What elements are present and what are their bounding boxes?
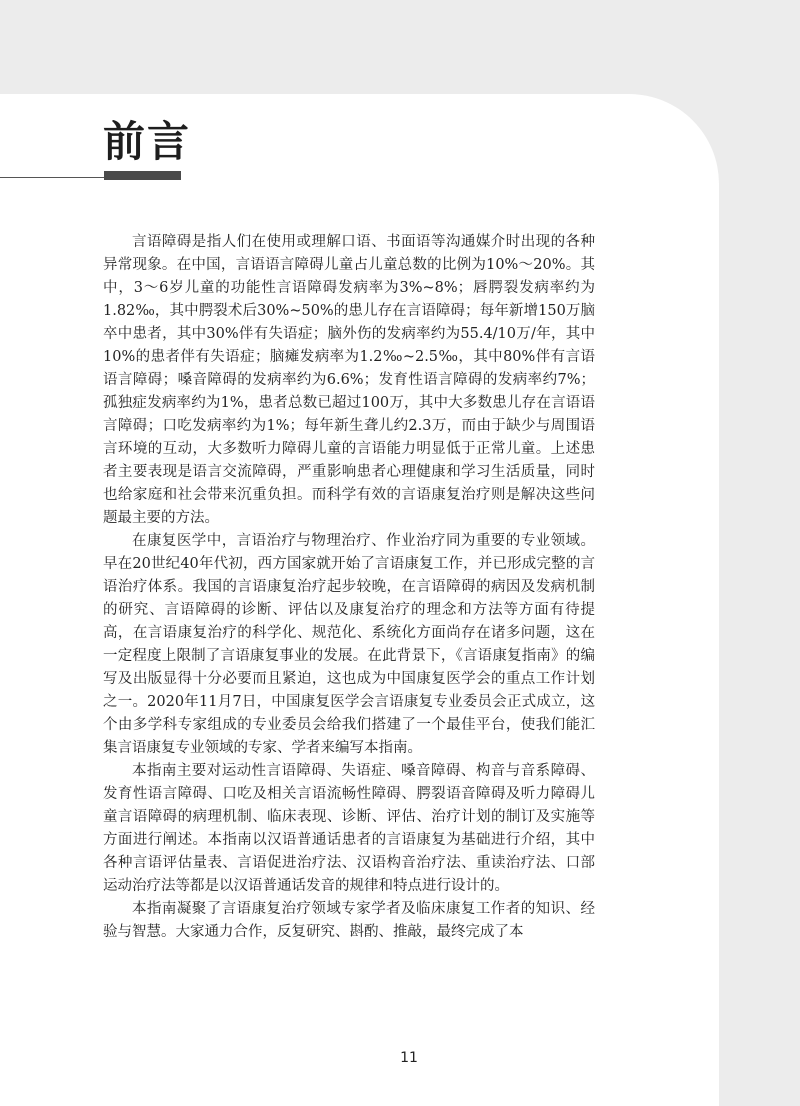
paragraph: 本指南主要对运动性言语障碍、失语症、嗓音障碍、构音与音系障碍、发育性语言障碍、口吃及相关言语流畅性障碍、腭裂语音障碍及听力障碍儿童言语障碍的病理机制、临床表现、诊断、评估、治疗计划的制订及实施等方面进行阐述。本指南以汉语普通话患者的言语康复为基础进行介绍，其中各种言语评估量表、言语促进治疗法、汉语构音治疗法、重读治疗法、口部运动治疗法等都是以汉语普通话发音的规律和特点进行设计的。 bbox=[103, 763, 595, 894]
paragraph: 在康复医学中，言语治疗与物理治疗、作业治疗同为重要的专业领域。早在20世纪40年代初，西方国家就开始了言语康复工作，并已形成完整的言语治疗体系。我国的言语康复治疗起步较晚，在言语障碍的病因及发病机制的研究、言语障碍的诊断、评估以及康复治疗的理念和方法等方面有待提高，在言语康复治疗的科学化、规范化、系统化方面尚存在诸多问题，这在一定程度上限制了言语康复事业的发展。在此背景下，《言语康复指南》的编写及出版显得十分必要而且紧迫，这也成为中国康复医学会的重点工作计划之一。2020年11月7日，中国康复医学会言语康复专业委员会正式成立，这个由多学科专家组成的专业委员会给我们搭建了一个最佳平台，使我们能汇集言语康复专业领域的专家、学者来编写本指南。 bbox=[103, 533, 595, 756]
title-rule bbox=[0, 177, 104, 178]
title-accent-bar bbox=[104, 171, 181, 180]
paragraph: 言语障碍是指人们在使用或理解口语、书面语等沟通媒介时出现的各种异常现象。在中国，言语语言障碍儿童占儿童总数的比例为10%～20%。其中，3～6岁儿童的功能性言语障碍发病率为3%~8%；唇腭裂发病率约为1.82‰，其中腭裂术后30%~50%的患儿存在言语障碍；每年新增150万脑卒中患者，其中30%伴有失语症；脑外伤的发病率约为55.4/10万/年，其中10%的患者伴有失语症；脑瘫发病率为1.2‰~2.5‰，其中80%伴有言语语言障碍；嗓音障碍的发病率约为6.6%；发育性语言障碍的发病率约7%；孤独症发病率约为1%，患者总数已超过100万，其中大多数患儿存在言语语言障碍；口吃发病率约为1%；每年新生聋儿约2.3万，而由于缺少与周围语言环境的互动，大多数听力障碍儿童的言语能力明显低于正常儿童。上述患者主要表现是语言交流障碍，严重影响患者心理健康和学习生活质量，同时也给家庭和社会带来沉重负担。而科学有效的言语康复治疗则是解决这些问题最主要的方法。 bbox=[103, 234, 595, 526]
page-number: 11 bbox=[400, 1050, 418, 1066]
page-title: 前言 bbox=[103, 117, 192, 166]
paragraph: 本指南凝聚了言语康复治疗领域专家学者及临床康复工作者的知识、经验与智慧。大家通力合作，反复研究、斟酌、推敲，最终完成了本 bbox=[103, 901, 595, 940]
body-text bbox=[103, 231, 595, 944]
